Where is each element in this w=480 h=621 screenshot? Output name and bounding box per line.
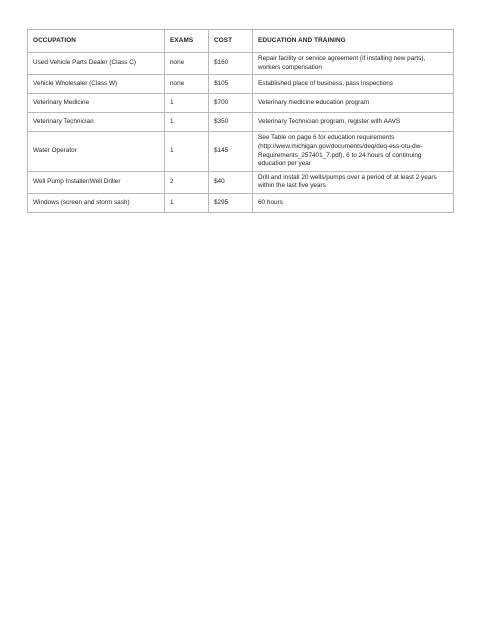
header-cost: COST xyxy=(209,30,253,53)
cell-exams: 1 xyxy=(165,94,209,113)
cell-exams: 1 xyxy=(165,132,209,172)
cell-cost: $160 xyxy=(209,53,253,75)
table-header-row xyxy=(28,30,454,53)
cell-occupation: Veterinary Medicine xyxy=(28,94,165,113)
table-row xyxy=(28,171,454,193)
table-row xyxy=(28,132,454,172)
cell-education: Established place of business, pass inspections xyxy=(253,75,454,94)
table-row xyxy=(28,94,454,113)
cell-cost: $700 xyxy=(209,94,253,113)
cell-exams: none xyxy=(165,75,209,94)
cell-education: 60 hours xyxy=(253,194,454,213)
cell-occupation: Veterinary Technician xyxy=(28,113,165,132)
cell-occupation: Vehicle Wholesaler (Class W) xyxy=(28,75,165,94)
cell-occupation: Windows (screen and storm sash) xyxy=(28,194,165,213)
table-row xyxy=(28,194,454,213)
cell-education: Repair facility or service agreement (if installing new parts), workers compensation xyxy=(253,53,454,75)
cell-occupation: Well Pump Installer/Well Driller xyxy=(28,171,165,193)
cell-cost: $105 xyxy=(209,75,253,94)
cell-occupation: Water Operator xyxy=(28,132,165,172)
cell-cost: $350 xyxy=(209,113,253,132)
cell-education: Veterinary Technician program, register with AAVS xyxy=(253,113,454,132)
cell-exams: 1 xyxy=(165,113,209,132)
table-row xyxy=(28,113,454,132)
header-education: EDUCATION AND TRAINING xyxy=(253,30,454,53)
cell-exams: none xyxy=(165,53,209,75)
cell-exams: 2 xyxy=(165,171,209,193)
header-exams: EXAMS xyxy=(165,30,209,53)
cell-cost: $295 xyxy=(209,194,253,213)
cell-education: See Table on page 6 for education requirements (http://www.michigan.gov/documents/deq/deq-ess-otu-dw-Requirements_257401_7.pdf), 6 to 24 hours of continuing education per year xyxy=(253,132,454,172)
table-row xyxy=(28,75,454,94)
header-occupation: OCCUPATION xyxy=(28,30,165,53)
cell-cost: $40 xyxy=(209,171,253,193)
cell-education: Drill and install 20 wells/pumps over a period of at least 2 years within the last five years xyxy=(253,171,454,193)
table-row xyxy=(28,53,454,75)
cell-occupation: Used Vehicle Parts Dealer (Class C) xyxy=(28,53,165,75)
cell-cost: $145 xyxy=(209,132,253,172)
cell-exams: 1 xyxy=(165,194,209,213)
cell-education: Veterinary medicine education program xyxy=(253,94,454,113)
occupation-table xyxy=(27,29,454,213)
